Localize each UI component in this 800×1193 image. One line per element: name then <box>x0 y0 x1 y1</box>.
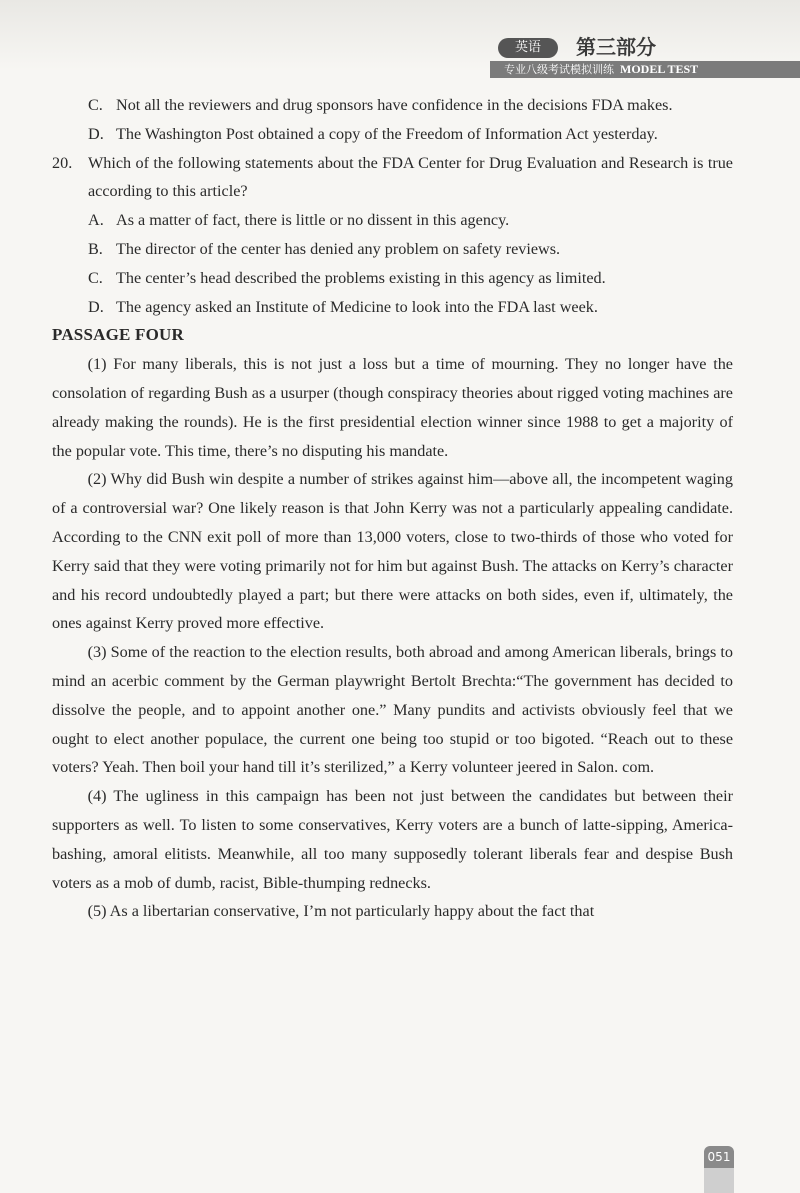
passage-title: PASSAGE FOUR <box>52 325 184 345</box>
q20-option-c <box>52 264 733 293</box>
passage-paragraph-2: (2) Why did Bush win despite a number of strikes against him—above all, the incompetent waging of a controversial war? One likely reason is that John Kerry was not a particularly appealing candidate. According to the CNN exit poll of more than 13,000 voters, close to two-thirds of those who voted for Kerry said that they were voting primarily not for him but against Bush. The attacks on Kerry’s character and his record undoubtedly played a part; but there were attacks on both sides, even if, ultimately, the ones against Kerry proved more effective. <box>52 470 733 633</box>
question-number: 20. <box>52 153 73 172</box>
passage-paragraph-3: (3) Some of the reaction to the election results, both abroad and among American liberals, brings to mind an acerbic comment by the German playwright Bertolt Brechta:“The government has decided to dissolve the people, and to appoint another one.” Many pundits and activists obviously feel that we ought to elect another populace, the current one being too stupid or too bigoted. “Reach out to these voters? Yeah. Then boil your hand till it’s sterilized,” a Kerry volunteer jeered in Salon. com. <box>52 643 733 777</box>
running-header <box>490 34 800 80</box>
q20-option-b <box>52 235 733 264</box>
question-stem: Which of the following statements about the FDA Center for Drug Evaluation and Research is true according to this article? <box>88 153 733 201</box>
option-text: The Washington Post obtained a copy of the Freedom of Information Act yesterday. <box>116 124 658 143</box>
section-title: 第三部分 <box>576 35 656 59</box>
option-text: The agency asked an Institute of Medicine to look into the FDA last week. <box>116 297 598 316</box>
option-text: The center’s head described the problems existing in this agency as limited. <box>116 268 606 287</box>
subject-tag: 英语 <box>498 38 558 58</box>
q20-option-a <box>52 206 733 235</box>
page-number-tab <box>704 1168 734 1193</box>
header-bar <box>490 61 800 78</box>
option-label: D. <box>88 297 104 316</box>
option-label: A. <box>88 211 104 230</box>
passage-paragraph-4: (4) The ugliness in this campaign has been not just between the candidates but between their supporters as well. To listen to some conservatives, Kerry voters are a bunch of latte-sipping, America-bashing, amoral elitists. Meanwhile, all too many supposedly tolerant liberals fear and despise Bush voters as a mob of dumb, racist, Bible-thumping rednecks. <box>52 787 733 892</box>
passage-paragraph-5: (5) As a libertarian conservative, I’m not particularly happy about the fact that <box>87 902 595 921</box>
option-label: C. <box>88 268 103 287</box>
header-bar-en: MODEL TEST <box>620 62 699 76</box>
option-label: B. <box>88 239 103 258</box>
option-text: The director of the center has denied any problem on safety reviews. <box>116 239 561 258</box>
option-text: As a matter of fact, there is little or no dissent in this agency. <box>116 211 510 230</box>
passage-paragraph-1: (1) For many liberals, this is not just a loss but a time of mourning. They no longer have the consolation of regarding Bush as a usurper (though conspiracy theories about rigged voting machines are already making the rounds). He is the first presidential election winner since 1988 to get a majority of the popular vote. This time, there’s no disputing his mandate. <box>52 355 733 460</box>
q19-option-d <box>52 120 733 149</box>
q19-option-c <box>52 91 733 120</box>
option-label: C. <box>88 96 103 114</box>
page-body <box>52 91 733 926</box>
page-number: 051 <box>704 1146 734 1168</box>
header-bar-cn: 专业八级考试模拟训练 <box>504 63 614 76</box>
option-text: Not all the reviewers and drug sponsors have confidence in the decisions FDA makes. <box>116 96 673 114</box>
q20-option-d <box>52 293 733 322</box>
question-20 <box>52 149 733 207</box>
option-label: D. <box>88 124 104 143</box>
